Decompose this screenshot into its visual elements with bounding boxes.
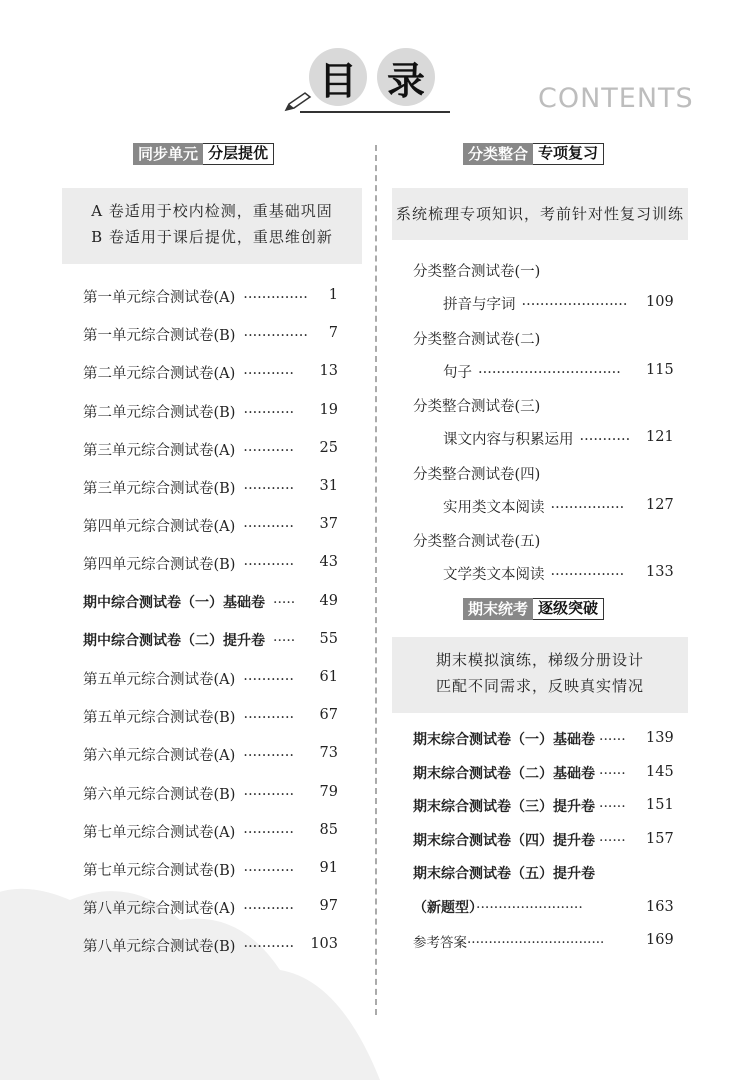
toc-entry: [83, 286, 308, 307]
right-intro2-line-2: 匹配不同需求，反映真实情况: [435, 677, 644, 695]
final-entry-page: 157: [646, 830, 674, 847]
pencil-icon: [283, 91, 313, 113]
group-heading: 分类整合测试卷(二): [413, 331, 541, 348]
toc-entry: [83, 821, 294, 842]
toc-entry: [83, 477, 294, 498]
toc-entry: [83, 439, 294, 460]
toc-entry-page: 67: [319, 707, 338, 724]
final-entry: [413, 763, 626, 783]
toc-entry-page: 37: [319, 516, 338, 533]
toc-entry-page: 25: [319, 439, 338, 456]
group-heading: 分类整合测试卷(一): [413, 264, 541, 280]
right-section2-dark-label: 期末统考: [463, 598, 533, 620]
toc-entry-label: 第五单元综合测试卷(A): [83, 672, 236, 688]
final5-sub-label: （新题型）: [413, 900, 476, 916]
group-item-page: 121: [646, 429, 674, 445]
toc-entry-label: 第二单元综合测试卷(B): [83, 404, 236, 421]
toc-entry-label: 第一单元综合测试卷(B): [83, 328, 236, 345]
group-heading: 分类整合测试卷(三): [413, 399, 541, 415]
toc-entry: [83, 935, 294, 956]
right-intro2-line-1: 期末模拟演练，梯级分册设计: [435, 651, 644, 669]
final-entry-label: 期末综合测试卷（三）提升卷: [413, 799, 595, 816]
toc-entry-label: 期中综合测试卷（一）基础卷: [83, 594, 265, 611]
right-section1-dark-label: 分类整合: [463, 143, 533, 165]
right-section1-header: [463, 143, 604, 165]
left-intro-box: [62, 188, 362, 264]
toc-entry-dots: ··············: [243, 290, 308, 306]
toc-entry: [83, 744, 294, 765]
final-entry: [413, 830, 626, 850]
toc-entry-label: 第一单元综合测试卷(A): [83, 290, 236, 306]
title-char-1: 目: [309, 48, 367, 106]
group-heading: 分类整合测试卷(四): [413, 466, 541, 483]
right-section2-light-label: 逐级突破: [533, 598, 604, 620]
toc-entry-page: 73: [319, 745, 338, 762]
right-section1-light-label: 专项复习: [533, 143, 604, 165]
toc-entry-label: 第四单元综合测试卷(B): [83, 557, 236, 574]
group-item-dots: ················: [550, 567, 625, 583]
left-section-header: [133, 143, 274, 165]
toc-entry-page: 13: [319, 363, 338, 380]
toc-entry-label: 第七单元综合测试卷(B): [83, 863, 236, 879]
final5-label: 期末综合测试卷（五）提升卷: [413, 866, 595, 882]
toc-entry-page: 49: [319, 592, 338, 609]
toc-entry-page: 19: [319, 401, 338, 418]
toc-entry: [83, 362, 294, 383]
toc-entry: [83, 859, 294, 880]
toc-entry: [83, 515, 294, 536]
toc-entry: [83, 783, 294, 804]
final-entry-page: 145: [646, 763, 674, 780]
left-intro-line-2: B 卷适用于课后提优，重思维创新: [91, 228, 333, 246]
toc-entry-page: 61: [319, 669, 338, 685]
title-char-2: 录: [377, 48, 435, 106]
toc-entry-page: 7: [328, 325, 338, 342]
toc-entry-dots: ···········: [243, 404, 295, 421]
toc-entry-label: 第六单元综合测试卷(A): [83, 748, 236, 765]
final-entry: [413, 729, 626, 749]
group-item-label: 课文内容与积累运用: [443, 432, 574, 448]
final-entry-dots: ······: [599, 765, 626, 782]
toc-entry-label: 期中综合测试卷（二）提升卷: [83, 632, 265, 649]
toc-entry-dots: ···········: [243, 442, 294, 459]
final-entry-page: 139: [646, 730, 674, 746]
group-item-page: 115: [646, 361, 674, 378]
group-item: [443, 361, 621, 382]
group-item: [443, 293, 628, 314]
right-section2-header: [463, 598, 604, 620]
toc-entry: [83, 401, 294, 422]
toc-entry-dots: ···········: [243, 824, 294, 841]
right-intro-box-1: [392, 188, 688, 240]
answers-row: [413, 931, 604, 951]
toc-entry-page: 97: [319, 898, 338, 915]
final-entry-label: 期末综合测试卷（二）基础卷: [413, 765, 595, 782]
toc-entry-dots: ···········: [243, 672, 294, 688]
contents-word: CONTENTS: [538, 83, 694, 114]
toc-entry: [83, 630, 295, 650]
answers-label: 参考答案: [413, 935, 467, 951]
toc-entry-page: 43: [319, 554, 338, 571]
toc-entry: [83, 553, 294, 574]
group-item-page: 133: [646, 564, 674, 580]
toc-entry-page: 85: [319, 821, 338, 838]
toc-entry-label: 第七单元综合测试卷(A): [83, 824, 236, 841]
final5-dots: ························: [476, 900, 583, 916]
toc-entry-label: 第五单元综合测试卷(B): [83, 710, 236, 727]
toc-entry-label: 第六单元综合测试卷(B): [83, 786, 236, 803]
toc-entry-page: 91: [319, 860, 338, 876]
answers-dots: ································: [467, 935, 605, 951]
final5-page: 163: [646, 899, 674, 915]
final-entry-dots: ······: [599, 732, 626, 748]
final5-sub-row: [413, 897, 583, 917]
toc-entry: [83, 668, 294, 689]
toc-entry-dots: ···········: [243, 863, 295, 879]
left-intro-line-1: A 卷适用于校内检测，重基础巩固: [91, 202, 333, 220]
final-entry: [413, 796, 626, 816]
group-item-page: 127: [646, 496, 674, 513]
toc-entry: [83, 706, 294, 727]
toc-entry-page: 55: [319, 630, 338, 647]
toc-entry: [83, 897, 294, 918]
toc-entry: [83, 324, 308, 345]
left-section-dark-label: 同步单元: [133, 143, 203, 165]
toc-entry-dots: ··············: [243, 328, 308, 345]
group-item-page: 109: [646, 294, 674, 310]
group-item-label: 实用类文本阅读: [443, 499, 545, 516]
toc-entry-dots: ···········: [243, 481, 295, 497]
toc-entry-dots: ···········: [243, 901, 294, 918]
toc-entry-label: 第三单元综合测试卷(B): [83, 481, 236, 497]
group-item: [443, 428, 630, 449]
toc-entry-dots: ···········: [243, 519, 294, 536]
group-item-label: 拼音与字词: [443, 297, 516, 313]
group-item-label: 句子: [443, 364, 472, 381]
toc-entry-label: 第八单元综合测试卷(B): [83, 939, 236, 956]
group-item-dots: ·······················: [521, 297, 628, 313]
toc-entry-dots: ···········: [243, 366, 294, 383]
toc-entry-page: 1: [328, 287, 338, 303]
toc-entry: [83, 592, 295, 612]
toc-entry-dots: ···········: [243, 939, 295, 956]
toc-entry-page: 103: [310, 936, 338, 953]
toc-entry-page: 31: [319, 478, 338, 494]
group-item: [443, 496, 624, 517]
final-entry-dots: ······: [599, 799, 626, 816]
final-entry-label: 期末综合测试卷（四）提升卷: [413, 832, 595, 849]
final-entry-page: 151: [646, 797, 674, 814]
group-item-dots: ···········: [579, 432, 631, 448]
group-item-dots: ················: [550, 499, 625, 516]
toc-entry-dots: ···········: [243, 748, 294, 765]
toc-entry-dots: ···········: [243, 557, 295, 574]
column-divider: [375, 145, 377, 1015]
title-underline: [300, 111, 450, 113]
answers-page: 169: [646, 932, 674, 948]
group-item: [443, 563, 624, 584]
right-intro-box-2: [392, 637, 688, 713]
toc-entry-label: 第三单元综合测试卷(A): [83, 442, 236, 459]
final-entry-dots: ······: [599, 832, 626, 849]
left-section-light-label: 分层提优: [203, 143, 274, 165]
toc-entry-label: 第四单元综合测试卷(A): [83, 519, 236, 536]
toc-entry-dots: ·····: [273, 594, 296, 611]
toc-entry-dots: ···········: [243, 710, 295, 727]
right-intro1-line-1: 系统梳理专项知识，考前针对性复习训练: [395, 205, 684, 223]
toc-entry-dots: ···········: [243, 786, 295, 803]
toc-entry-dots: ·····: [273, 632, 296, 649]
toc-entry-page: 79: [319, 783, 338, 800]
group-item-label: 文学类文本阅读: [443, 567, 545, 583]
toc-entry-label: 第八单元综合测试卷(A): [83, 901, 236, 918]
group-heading: 分类整合测试卷(五): [413, 534, 541, 550]
group-item-dots: ·······························: [478, 364, 621, 381]
final-entry-label: 期末综合测试卷（一）基础卷: [413, 732, 595, 748]
toc-entry-label: 第二单元综合测试卷(A): [83, 366, 236, 383]
